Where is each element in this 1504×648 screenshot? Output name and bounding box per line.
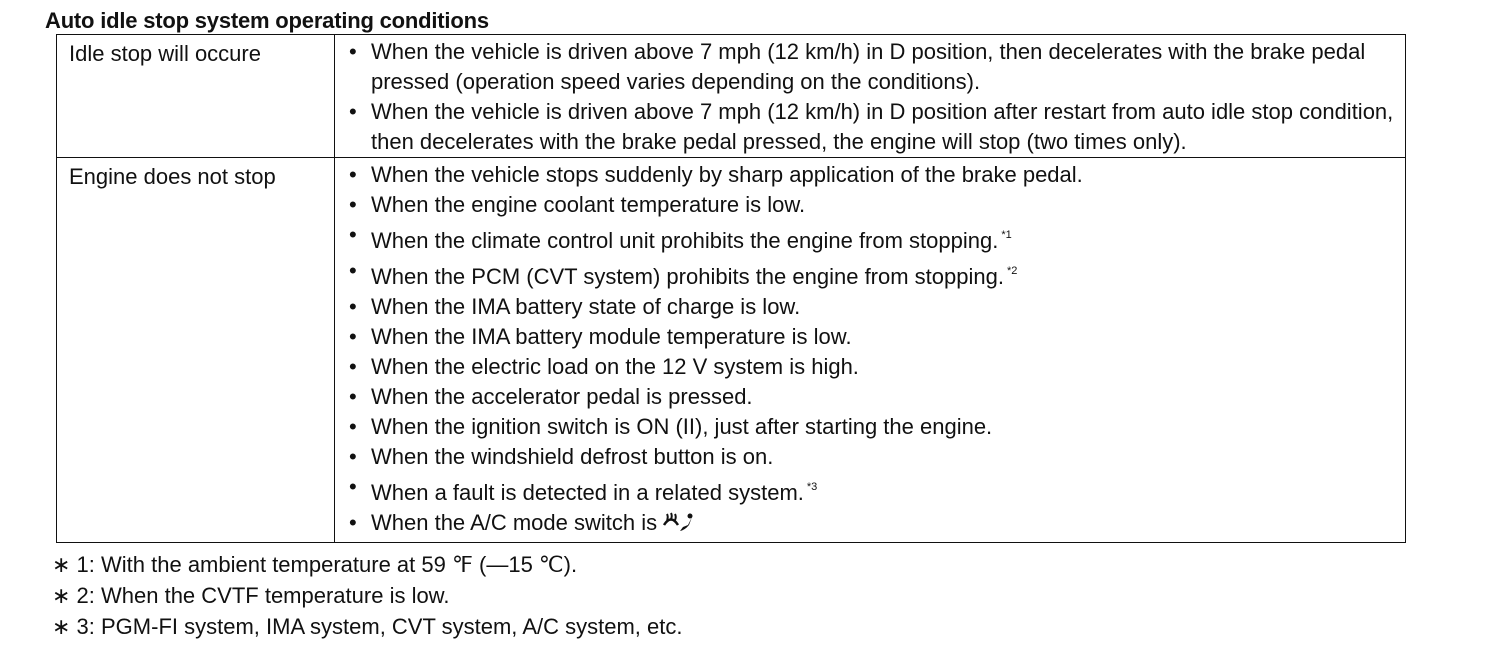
list-item <box>349 160 1405 190</box>
bullet: • <box>349 384 357 409</box>
item-text-with-footnote <box>371 256 1405 292</box>
section-title: Auto idle stop system operating conditions <box>45 8 489 33</box>
item-text: When the accelerator pedal is pressed. <box>371 384 753 409</box>
item-text: When the vehicle is driven above 7 mph (12 km/h) in D position after restart from auto idle stop condition, then decelerates with the brake pedal pressed, the engine will stop (two times only). <box>371 99 1394 154</box>
item-text-with-footnote <box>371 220 1405 256</box>
list-item <box>349 322 1405 352</box>
item-text: When the vehicle is driven above 7 mph (12 km/h) in D position, then decelerates with the brake pedal pressed (operation speed varies depending on the conditions). <box>371 39 1366 94</box>
item-text: When the PCM (CVT system) prohibits the engine from stopping. <box>371 264 1004 289</box>
list-item <box>349 352 1405 382</box>
footnote-ref: *2 <box>1006 265 1018 277</box>
bullet: • <box>349 414 357 439</box>
item-text: When the IMA battery module temperature is low. <box>371 324 852 349</box>
bullet: • <box>349 99 357 124</box>
item-text: When the electric load on the 12 V system is high. <box>371 354 859 379</box>
item-text: When a fault is detected in a related system. <box>371 480 804 505</box>
list-item <box>349 442 1405 472</box>
list-item <box>349 97 1405 157</box>
item-text: When the windshield defrost button is on. <box>371 444 774 469</box>
bullet: • <box>349 354 357 379</box>
bullet: • <box>349 294 357 319</box>
bullet: • <box>349 474 357 499</box>
defrost-mode-icon <box>661 512 695 542</box>
condition-label: Engine does not stop <box>57 158 335 543</box>
footnote-ref: *1 <box>1001 229 1012 241</box>
list-item <box>349 508 1405 542</box>
list-item <box>349 220 1405 256</box>
bullet: • <box>349 510 357 535</box>
conditions-table <box>56 34 1406 543</box>
item-text-with-icon <box>371 508 1405 542</box>
item-text-with-footnote <box>371 472 1405 508</box>
condition-items <box>335 158 1406 543</box>
bullet: • <box>349 324 357 349</box>
item-text: When the climate control unit prohibits the engine from stopping. <box>371 228 999 253</box>
table-row <box>57 158 1406 543</box>
list-item <box>349 382 1405 412</box>
list-item <box>349 37 1405 97</box>
bullet: • <box>349 39 357 64</box>
footnote: ∗ 2: When the CVTF temperature is low. <box>52 583 450 608</box>
footnote: ∗ 1: With the ambient temperature at 59 ℉ (—15 ℃). <box>52 552 578 577</box>
bullet: • <box>349 162 357 187</box>
item-text: When the engine coolant temperature is low. <box>371 192 806 217</box>
list-item <box>349 412 1405 442</box>
list-item <box>349 190 1405 220</box>
bullet: • <box>349 444 357 469</box>
item-text: When the A/C mode switch is <box>371 510 658 535</box>
condition-items <box>335 35 1406 158</box>
bullet: • <box>349 258 357 283</box>
table-row <box>57 35 1406 158</box>
list-item <box>349 292 1405 322</box>
item-text: When the IMA battery state of charge is low. <box>371 294 801 319</box>
footnote: ∗ 3: PGM-FI system, IMA system, CVT system, A/C system, etc. <box>52 614 683 639</box>
item-text: When the ignition switch is ON (II), just after starting the engine. <box>371 414 993 439</box>
footnotes <box>52 549 682 642</box>
condition-label: Idle stop will occure <box>57 35 335 158</box>
footnote-ref: *3 <box>806 481 818 493</box>
bullet: • <box>349 222 357 247</box>
list-item <box>349 256 1405 292</box>
list-item <box>349 472 1405 508</box>
bullet: • <box>349 192 357 217</box>
item-text: When the vehicle stops suddenly by sharp application of the brake pedal. <box>371 162 1083 187</box>
